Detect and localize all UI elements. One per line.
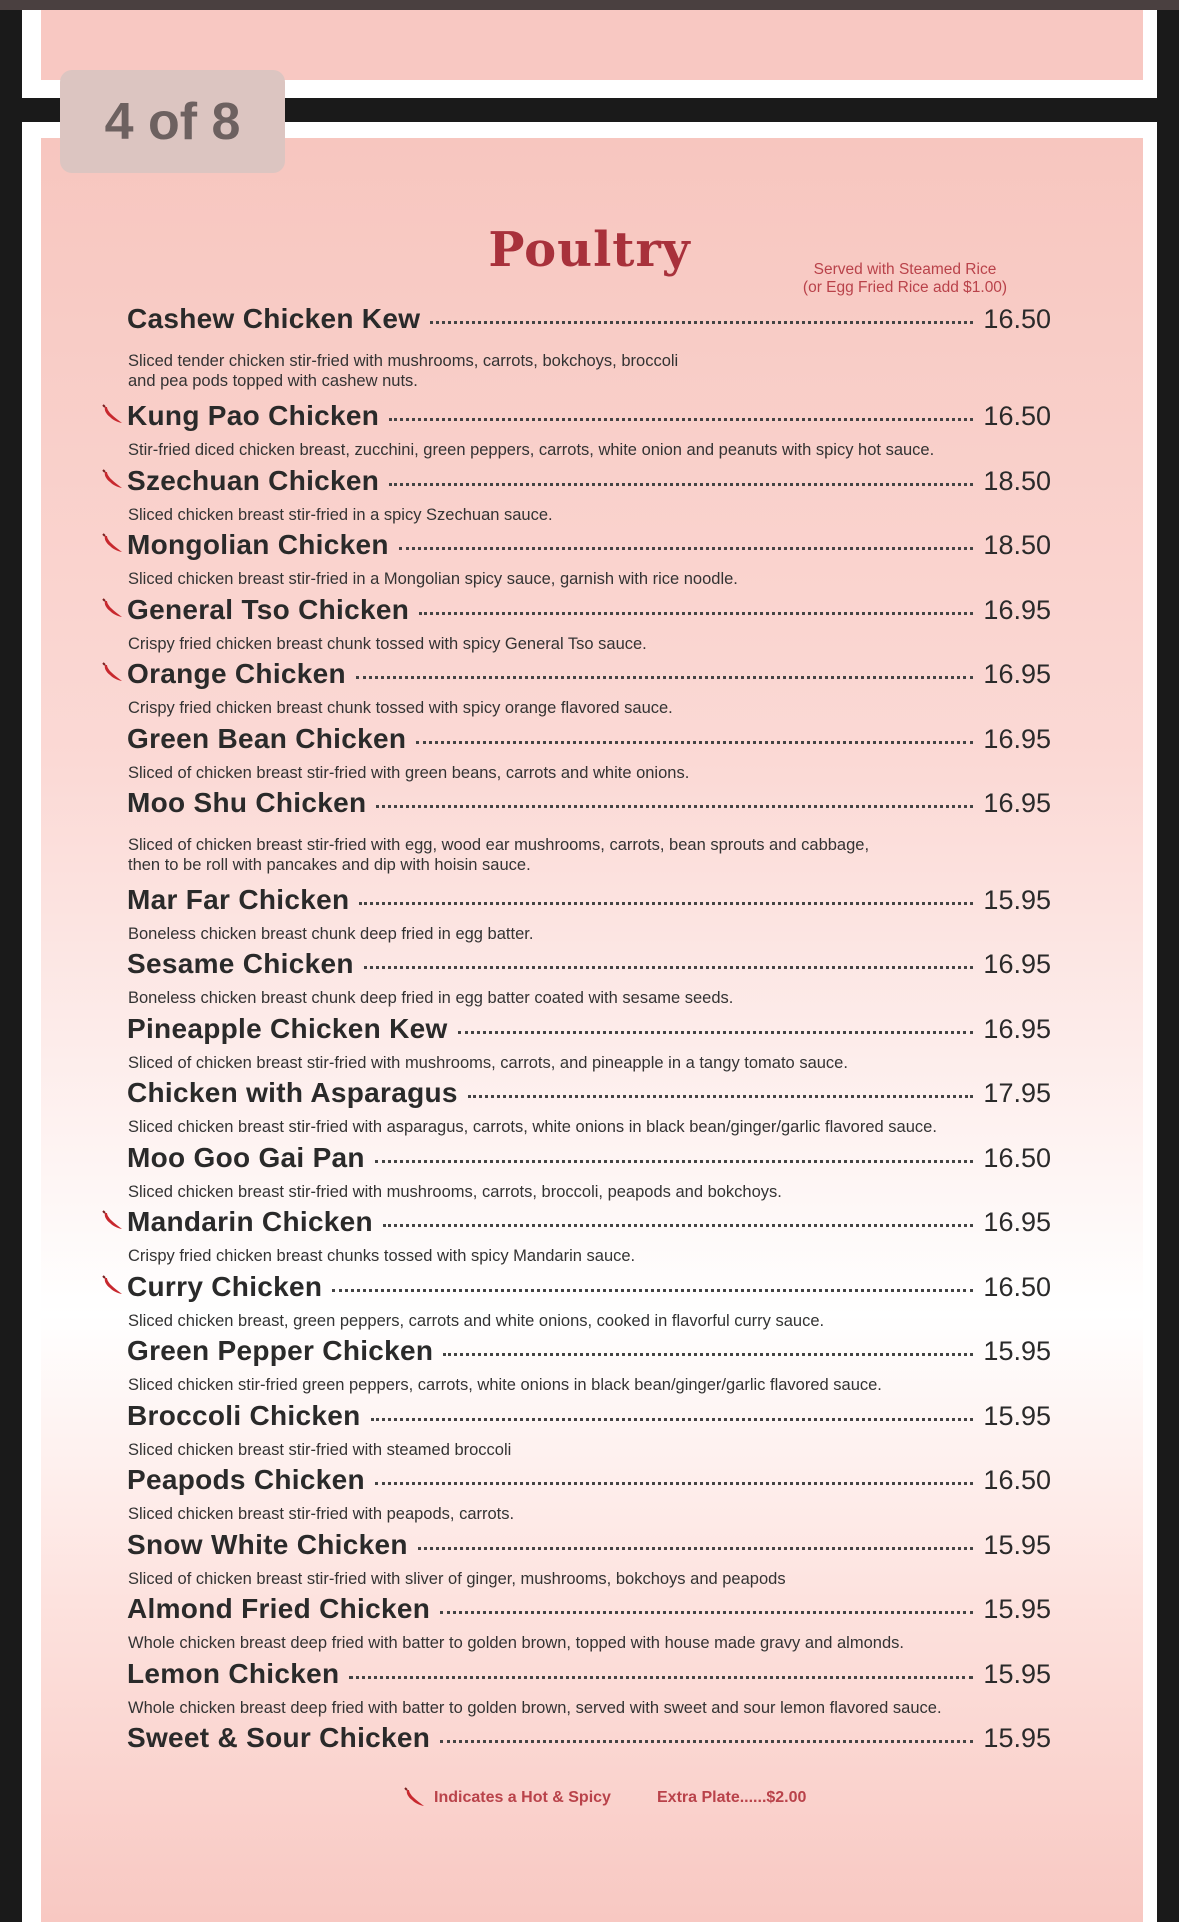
chili-pepper-icon <box>102 1210 124 1232</box>
menu-item-price: 16.95 <box>983 788 1051 818</box>
menu-item-name: Sweet & Sour Chicken <box>127 1722 431 1753</box>
menu-item[interactable] <box>127 884 1051 944</box>
menu-item-row <box>127 594 1051 628</box>
menu-item[interactable] <box>127 1335 1051 1395</box>
menu-item[interactable] <box>127 787 1051 875</box>
leader-dots <box>399 547 974 550</box>
leader-dots <box>364 966 974 969</box>
menu-item-name: Szechuan Chicken <box>127 465 380 496</box>
menu-item-price: 15.95 <box>983 885 1051 915</box>
leader-dots <box>376 805 973 808</box>
menu-item-price: 16.50 <box>983 1143 1051 1173</box>
menu-item-name: Cashew Chicken Kew <box>127 303 421 334</box>
menu-item-name: Sesame Chicken <box>127 948 354 979</box>
menu-item-description: Stir-fried diced chicken breast, zucchini, green peppers, carrots, white onion and peanuts with spicy hot sauce. <box>128 441 935 459</box>
menu-item-price: 15.95 <box>983 1336 1051 1366</box>
menu-item[interactable] <box>127 465 1051 525</box>
leader-dots <box>468 1095 974 1098</box>
leader-dots <box>349 1676 973 1679</box>
menu-item-price: 15.95 <box>983 1401 1051 1431</box>
menu-item-row <box>127 1335 1051 1369</box>
menu-item-name: Curry Chicken <box>127 1271 323 1302</box>
leader-dots <box>443 1353 973 1356</box>
served-note-line: Served with Steamed Rice <box>813 261 997 278</box>
leader-dots <box>440 1611 973 1614</box>
menu-item-row <box>127 884 1051 918</box>
menu-item-row <box>127 1206 1051 1240</box>
menu-item-row <box>127 658 1051 692</box>
menu-item-row <box>127 1013 1051 1047</box>
menu-item-description: Whole chicken breast deep fried with batter to golden brown, topped with house made gravy and almonds. <box>128 1634 904 1652</box>
menu-item[interactable] <box>127 1142 1051 1202</box>
leader-dots <box>375 1482 974 1485</box>
menu-item-price: 16.95 <box>983 595 1051 625</box>
menu-item-row <box>127 1722 1051 1756</box>
menu-item-description: Sliced chicken stir-fried green peppers, carrots, white onions in black bean/ginger/garlic flavored sauce. <box>128 1376 882 1394</box>
chili-pepper-icon <box>102 533 124 555</box>
menu-item-price: 15.95 <box>983 1530 1051 1560</box>
spicy-legend <box>404 1787 611 1809</box>
menu-item-row <box>127 1271 1051 1305</box>
served-note-line: (or Egg Fried Rice add $1.00) <box>802 279 1008 296</box>
menu-item-price: 15.95 <box>983 1594 1051 1624</box>
menu-item-description: Sliced chicken breast stir-fried with peapods, carrots. <box>128 1505 515 1523</box>
menu-item-row <box>127 1529 1051 1563</box>
menu-item-description: Sliced chicken breast stir-fried in a spicy Szechuan sauce. <box>128 506 553 524</box>
menu-item[interactable] <box>127 723 1051 783</box>
menu-item-row <box>127 1593 1051 1627</box>
menu-item-price: 16.95 <box>983 949 1051 979</box>
menu-item-description: Crispy fried chicken breast chunk tossed with spicy orange flavored sauce. <box>128 699 673 717</box>
menu-item-description: Sliced chicken breast, green peppers, carrots and white onions, cooked in flavorful curry sauce. <box>128 1312 825 1330</box>
menu-item-description: Sliced of chicken breast stir-fried with egg, wood ear mushrooms, carrots, bean sprouts and cabbage, then to be roll with pancakes and dip with hoisin sauce. <box>128 836 870 874</box>
menu-item-row <box>127 948 1051 982</box>
leader-dots <box>418 1547 974 1550</box>
menu-item-row <box>127 465 1051 499</box>
menu-item-row <box>127 787 1051 821</box>
window-top-bar <box>0 0 1179 10</box>
menu-item-description: Whole chicken breast deep fried with batter to golden brown, served with sweet and sour lemon flavored sauce. <box>128 1699 942 1717</box>
menu-item-description: Sliced chicken breast stir-fried with asparagus, carrots, white onions in black bean/ginger/garlic flavored sauce. <box>128 1118 937 1136</box>
legend-label: Indicates a Hot & Spicy <box>434 1789 611 1806</box>
menu-item-row <box>127 723 1051 757</box>
menu-footer <box>0 1787 1179 1811</box>
menu-item-description: Sliced chicken breast stir-fried with mushrooms, carrots, broccoli, peapods and bokchoys. <box>128 1183 782 1201</box>
menu-item-price: 18.50 <box>983 530 1051 560</box>
menu-item-row <box>127 1464 1051 1498</box>
menu-item-price: 18.50 <box>983 466 1051 496</box>
menu-item-name: Broccoli Chicken <box>127 1400 361 1431</box>
menu-item-name: Chicken with Asparagus <box>127 1077 458 1108</box>
menu-item-description: Boneless chicken breast chunk deep fried in egg batter coated with sesame seeds. <box>128 989 734 1007</box>
leader-dots <box>359 902 973 905</box>
menu-item[interactable] <box>127 1593 1051 1653</box>
chili-pepper-icon <box>102 598 124 620</box>
menu-item[interactable] <box>127 1529 1051 1589</box>
leader-dots <box>389 418 973 421</box>
menu-item-name: Green Pepper Chicken <box>127 1335 434 1366</box>
menu-item-price: 16.95 <box>983 659 1051 689</box>
menu-item[interactable] <box>127 1206 1051 1266</box>
leader-dots <box>383 1224 973 1227</box>
menu-item-name: Almond Fried Chicken <box>127 1593 431 1624</box>
menu-item-price: 16.50 <box>983 1465 1051 1495</box>
chili-pepper-icon <box>102 662 124 684</box>
menu-item-name: Lemon Chicken <box>127 1658 340 1689</box>
menu-item-row <box>127 400 1051 434</box>
menu-item-row <box>127 1142 1051 1176</box>
menu-item-row <box>127 1400 1051 1434</box>
menu-item-name: General Tso Chicken <box>127 594 410 625</box>
menu-item-name: Kung Pao Chicken <box>127 400 380 431</box>
extra-plate-note: Extra Plate......$2.00 <box>657 1789 807 1806</box>
page-indicator: 4 of 8 <box>60 70 285 173</box>
leader-dots <box>332 1289 973 1292</box>
chili-pepper-icon <box>102 1275 124 1297</box>
leader-dots <box>419 612 973 615</box>
menu-item-price: 16.50 <box>983 1272 1051 1302</box>
menu-item-name: Peapods Chicken <box>127 1464 365 1495</box>
menu-item-price: 16.95 <box>983 1207 1051 1237</box>
menu-item[interactable] <box>127 1722 1051 1756</box>
menu-item-name: Green Bean Chicken <box>127 723 407 754</box>
menu-item-price: 16.50 <box>983 304 1051 334</box>
menu-item-description: Sliced of chicken breast stir-fried with green beans, carrots and white onions. <box>128 764 690 782</box>
menu-item-name: Pineapple Chicken Kew <box>127 1013 448 1044</box>
menu-item-name: Moo Shu Chicken <box>127 787 367 818</box>
menu-item-name: Mar Far Chicken <box>127 884 350 915</box>
leader-dots <box>389 483 973 486</box>
leader-dots <box>458 1031 974 1034</box>
chili-pepper-icon <box>102 404 124 426</box>
leader-dots <box>430 321 973 324</box>
menu-item-price: 16.95 <box>983 724 1051 754</box>
served-note <box>790 261 1020 297</box>
menu-item-row <box>127 1077 1051 1111</box>
section-title: Poultry <box>488 222 691 278</box>
menu-item-name: Mongolian Chicken <box>127 529 389 560</box>
menu-item[interactable] <box>127 529 1051 589</box>
menu-item-name: Snow White Chicken <box>127 1529 408 1560</box>
menu-item[interactable] <box>127 1271 1051 1331</box>
chili-pepper-icon <box>102 469 124 491</box>
menu-item[interactable] <box>127 1464 1051 1524</box>
leader-dots <box>416 741 973 744</box>
menu-item[interactable] <box>127 400 1051 460</box>
menu-item[interactable] <box>127 948 1051 1008</box>
menu-item-price: 17.95 <box>983 1078 1051 1108</box>
chili-pepper-icon <box>404 1787 426 1809</box>
menu-item-name: Mandarin Chicken <box>127 1206 373 1237</box>
menu-item-price: 15.95 <box>983 1659 1051 1689</box>
menu-item[interactable] <box>127 658 1051 718</box>
menu-item[interactable] <box>127 1077 1051 1137</box>
menu-item-row <box>127 529 1051 563</box>
leader-dots <box>440 1740 973 1743</box>
menu-item[interactable] <box>127 1400 1051 1460</box>
leader-dots <box>371 1418 974 1421</box>
menu-item[interactable] <box>127 594 1051 654</box>
menu-item-description: Sliced of chicken breast stir-fried with mushrooms, carrots, and pineapple in a tangy tomato sauce. <box>128 1054 848 1072</box>
menu-item-description: Sliced tender chicken stir-fried with mushrooms, carrots, bokchoys, broccoli and pea pods topped with cashew nuts. <box>128 352 679 390</box>
menu-item-description: Sliced of chicken breast stir-fried with sliver of ginger, mushrooms, bokchoys and peapods <box>128 1570 786 1588</box>
menu-item-description: Boneless chicken breast chunk deep fried in egg batter. <box>128 925 534 943</box>
menu-item-row <box>127 1658 1051 1692</box>
menu-item-row <box>127 303 1051 337</box>
menu-item-price: 16.50 <box>983 401 1051 431</box>
menu-item[interactable] <box>127 303 1051 391</box>
menu-item-description: Sliced chicken breast stir-fried with steamed broccoli <box>128 1441 512 1459</box>
leader-dots <box>375 1160 974 1163</box>
menu-item[interactable] <box>127 1013 1051 1073</box>
menu-item-price: 16.95 <box>983 1014 1051 1044</box>
menu-item-description: Sliced chicken breast stir-fried in a Mongolian spicy sauce, garnish with rice noodle. <box>128 570 738 588</box>
leader-dots <box>356 676 973 679</box>
menu-item-name: Orange Chicken <box>127 658 346 689</box>
menu-item-name: Moo Goo Gai Pan <box>127 1142 365 1173</box>
menu-item-description: Crispy fried chicken breast chunks tossed with spicy Mandarin sauce. <box>128 1247 636 1265</box>
menu-item-price: 15.95 <box>983 1723 1051 1753</box>
menu-item[interactable] <box>127 1658 1051 1718</box>
menu-item-description: Crispy fried chicken breast chunk tossed with spicy General Tso sauce. <box>128 635 647 653</box>
